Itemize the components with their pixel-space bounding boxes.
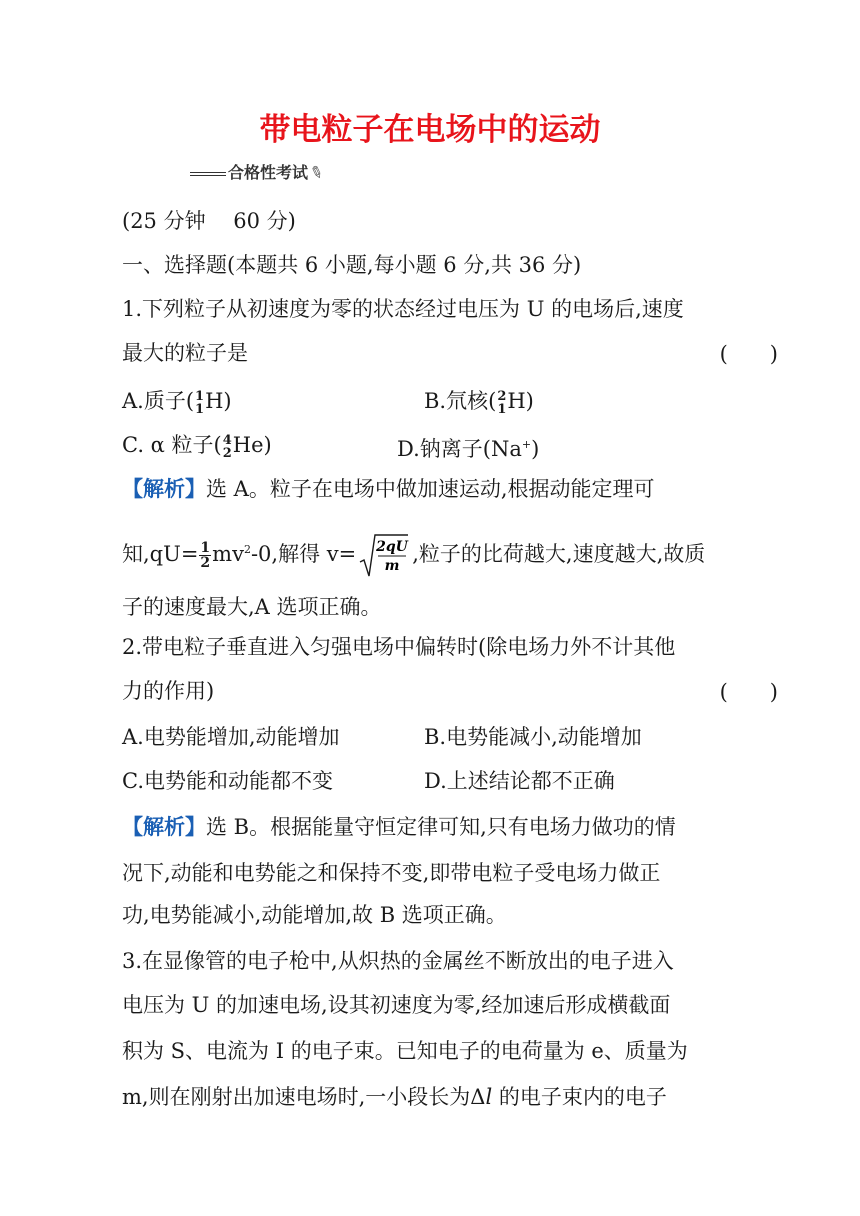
q3-line2: 电压为 U 的加速电场,设其初速度为零,经加速后形成横截面 [122, 993, 671, 1017]
section-heading: 一、选择题(本题共 6 小题,每小题 6 分,共 36 分) [122, 253, 582, 277]
q2-answer-bracket: ( ) [719, 680, 778, 704]
q1-option-d-charge: + [521, 438, 532, 451]
sqrt-denominator: m [384, 557, 400, 574]
q3-line1: 3.在显像管的电子枪中,从炽热的金属丝不断放出的电子进入 [122, 949, 674, 973]
q2-option-a: A.电势能增加,动能增加 [122, 725, 340, 749]
q1-option-c [122, 430, 272, 460]
exam-type-label [190, 160, 327, 184]
q1-option-b-tail: H) [507, 389, 534, 413]
q1-option-d-label: D.钠离子(Na [397, 437, 522, 461]
q1-analysis-line2: 知,qU= $\frac{1}{2}$ $mv^2-0$,解得 v= 2qU m ,粒子的比荷越大,速度越大,故质 [122, 530, 705, 580]
q2-analysis-line1: 【解析】选 B。根据能量守恒定律可知,只有电场力做功的情 [122, 815, 676, 839]
q1-option-a-label: A.质子( [122, 389, 195, 413]
q1-analysis-line1: 【解析】选 A。粒子在电场中做加速运动,根据动能定理可 [122, 477, 655, 501]
square-root-expression [358, 532, 410, 580]
exam-type-text: 合格性考试 [228, 163, 309, 182]
sqrt-numerator: 2qU [376, 538, 409, 555]
q3-line3: 积为 S、电流为 I 的电子束。已知电子的电荷量为 e、质量为 [122, 1039, 688, 1063]
q1-option-d-tail: ) [531, 437, 540, 461]
q2-stem-line2: 力的作用) [122, 679, 215, 703]
q3-line4: m,则在刚射出加速电场时,一小段长为Δl 的电子束内的电子 [122, 1085, 667, 1109]
nuclide-notation: 4 2 [222, 432, 232, 461]
analysis-tag: 【解析】 [122, 815, 206, 839]
pencil-icon: ✎ [307, 161, 327, 184]
analysis-tag: 【解析】 [122, 477, 206, 501]
q1-stem-line2: 最大的粒子是 [122, 341, 248, 365]
nuclide-notation: 2 1 [497, 388, 507, 417]
exam-meta: (25 分钟 60 分) [122, 209, 296, 233]
q2-stem-line1: 2.带电粒子垂直进入匀强电场中偏转时(除电场力外不计其他 [122, 635, 676, 659]
q2-analysis-line3: 功,电势能减小,动能增加,故 B 选项正确。 [122, 903, 507, 927]
q1-option-d [397, 430, 539, 464]
q2-option-c: C.电势能和动能都不变 [122, 769, 333, 793]
q1-option-b [424, 386, 534, 416]
fraction-half: $\frac{1}{2}$ [200, 540, 211, 571]
q2-option-d: D.上述结论都不正确 [424, 769, 615, 793]
q1-option-b-label: B.氘核( [424, 389, 497, 413]
q1-option-c-label: C. α 粒子( [122, 433, 222, 457]
nuclide-notation: 1 1 [195, 388, 205, 417]
q2-analysis-line2: 况下,动能和电势能之和保持不变,即带电粒子受电场力做正 [122, 861, 661, 885]
q1-option-a [122, 386, 232, 416]
q1-answer-bracket: ( ) [719, 342, 778, 366]
q1-option-c-tail: He) [232, 433, 272, 457]
q2-option-b: B.电势能减小,动能增加 [424, 725, 642, 749]
double-rule-decoration [190, 172, 226, 176]
q1-analysis-line3: 子的速度最大,A 选项正确。 [122, 595, 382, 619]
q1-stem-line1: 1.下列粒子从初速度为零的状态经过电压为 U 的电场后,速度 [122, 297, 684, 321]
page-title: 带电粒子在电场中的运动 [259, 112, 601, 148]
q1-option-a-tail: H) [205, 389, 232, 413]
